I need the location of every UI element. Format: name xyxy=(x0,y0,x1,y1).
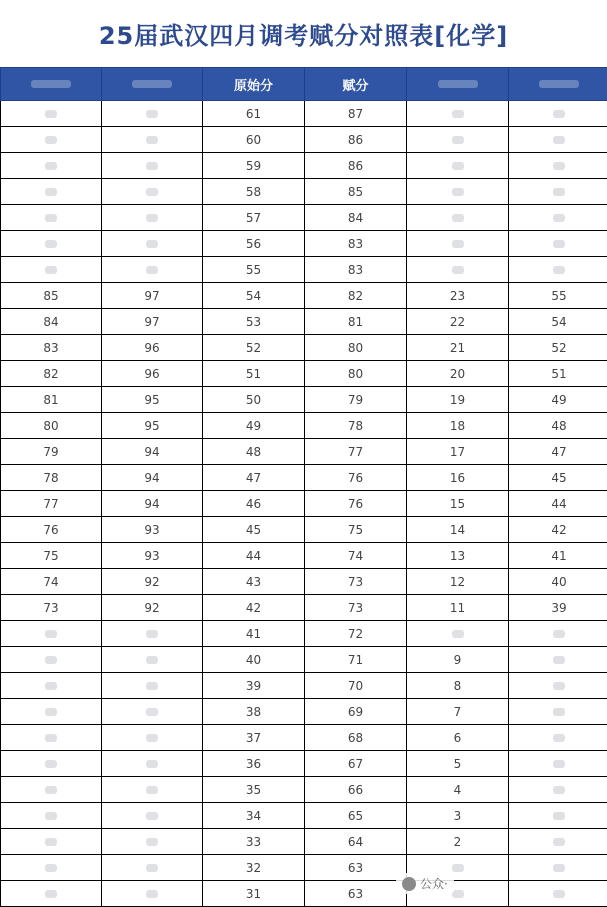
table-cell xyxy=(509,153,607,179)
blurred-value xyxy=(146,136,158,144)
table-cell: 4 xyxy=(407,777,509,803)
table-cell: 52 xyxy=(509,335,607,361)
table-cell xyxy=(102,881,203,907)
table-cell: 16 xyxy=(407,465,509,491)
table-cell: 64 xyxy=(305,829,407,855)
table-row xyxy=(1,855,607,881)
table-cell: 94 xyxy=(102,491,203,517)
table-cell: 66 xyxy=(305,777,407,803)
blurred-value xyxy=(553,110,565,118)
column-header: 赋分 xyxy=(305,68,407,101)
table-cell: 93 xyxy=(102,543,203,569)
blurred-value xyxy=(45,812,57,820)
column-header xyxy=(509,68,607,101)
blurred-value xyxy=(553,630,565,638)
table-cell: 73 xyxy=(305,569,407,595)
blurred-value xyxy=(452,240,464,248)
table-cell xyxy=(1,153,102,179)
table-cell: 17 xyxy=(407,439,509,465)
blurred-value xyxy=(146,838,158,846)
blurred-value xyxy=(45,214,57,222)
blurred-header xyxy=(539,80,579,88)
table-cell xyxy=(1,127,102,153)
blurred-value xyxy=(45,682,57,690)
table-cell: 42 xyxy=(509,517,607,543)
blurred-value xyxy=(146,162,158,170)
table-cell xyxy=(1,699,102,725)
table-cell xyxy=(102,153,203,179)
blurred-value xyxy=(553,188,565,196)
table-row xyxy=(1,569,607,595)
table-cell: 76 xyxy=(1,517,102,543)
blurred-value xyxy=(452,214,464,222)
table-cell: 86 xyxy=(305,127,407,153)
table-cell xyxy=(1,101,102,127)
table-row xyxy=(1,153,607,179)
table-cell: 70 xyxy=(305,673,407,699)
table-cell: 37 xyxy=(203,725,305,751)
blurred-value xyxy=(146,188,158,196)
table-cell: 40 xyxy=(509,569,607,595)
blurred-value xyxy=(146,760,158,768)
table-cell: 92 xyxy=(102,569,203,595)
table-cell: 92 xyxy=(102,595,203,621)
table-row xyxy=(1,725,607,751)
table-cell: 93 xyxy=(102,517,203,543)
table-cell xyxy=(509,673,607,699)
blurred-value xyxy=(553,838,565,846)
table-header-row xyxy=(1,68,607,101)
table-cell: 94 xyxy=(102,465,203,491)
table-cell: 69 xyxy=(305,699,407,725)
table-cell: 13 xyxy=(407,543,509,569)
table-cell: 23 xyxy=(407,283,509,309)
table-cell xyxy=(1,881,102,907)
blurred-value xyxy=(553,890,565,898)
table-cell: 21 xyxy=(407,335,509,361)
blurred-header xyxy=(31,80,71,88)
table-cell: 50 xyxy=(203,387,305,413)
blurred-value xyxy=(553,734,565,742)
blurred-value xyxy=(452,266,464,274)
table-cell: 11 xyxy=(407,595,509,621)
table-row xyxy=(1,361,607,387)
table-cell xyxy=(509,647,607,673)
blurred-value xyxy=(146,240,158,248)
table-cell xyxy=(509,855,607,881)
blurred-value xyxy=(553,214,565,222)
table-cell xyxy=(509,751,607,777)
table-cell xyxy=(509,699,607,725)
table-cell: 81 xyxy=(1,387,102,413)
table-cell: 73 xyxy=(1,595,102,621)
table-cell: 12 xyxy=(407,569,509,595)
table-row xyxy=(1,621,607,647)
table-cell xyxy=(407,231,509,257)
table-cell: 18 xyxy=(407,413,509,439)
table-cell: 86 xyxy=(305,153,407,179)
blurred-value xyxy=(553,708,565,716)
table-cell: 5 xyxy=(407,751,509,777)
table-cell: 71 xyxy=(305,647,407,673)
table-row xyxy=(1,517,607,543)
table-cell: 6 xyxy=(407,725,509,751)
table-cell: 20 xyxy=(407,361,509,387)
table-cell xyxy=(509,205,607,231)
table-row xyxy=(1,283,607,309)
table-row xyxy=(1,413,607,439)
table-cell: 45 xyxy=(509,465,607,491)
table-cell: 7 xyxy=(407,699,509,725)
table-cell: 53 xyxy=(203,309,305,335)
table-cell xyxy=(102,127,203,153)
table-cell: 3 xyxy=(407,803,509,829)
blurred-value xyxy=(45,786,57,794)
table-cell: 75 xyxy=(305,517,407,543)
table-cell: 97 xyxy=(102,283,203,309)
column-header xyxy=(102,68,203,101)
blurred-value xyxy=(45,838,57,846)
table-cell: 47 xyxy=(509,439,607,465)
table-cell: 8 xyxy=(407,673,509,699)
table-cell xyxy=(1,725,102,751)
table-cell: 96 xyxy=(102,361,203,387)
table-cell xyxy=(102,751,203,777)
table-cell: 51 xyxy=(203,361,305,387)
table-cell xyxy=(102,179,203,205)
table-cell: 48 xyxy=(203,439,305,465)
blurred-value xyxy=(452,864,464,872)
table-cell xyxy=(509,777,607,803)
table-cell: 85 xyxy=(305,179,407,205)
table-cell xyxy=(102,621,203,647)
table-cell xyxy=(1,205,102,231)
table-cell: 31 xyxy=(203,881,305,907)
table-cell: 52 xyxy=(203,335,305,361)
table-cell: 56 xyxy=(203,231,305,257)
table-cell: 77 xyxy=(305,439,407,465)
table-row xyxy=(1,231,607,257)
table-cell: 67 xyxy=(305,751,407,777)
table-cell: 47 xyxy=(203,465,305,491)
table-cell xyxy=(102,205,203,231)
table-cell: 39 xyxy=(509,595,607,621)
table-cell: 84 xyxy=(305,205,407,231)
table-cell xyxy=(102,647,203,673)
table-row xyxy=(1,829,607,855)
blurred-value xyxy=(45,760,57,768)
table-cell: 76 xyxy=(305,491,407,517)
blurred-value xyxy=(146,734,158,742)
blurred-value xyxy=(45,188,57,196)
table-cell: 83 xyxy=(305,257,407,283)
table-cell: 34 xyxy=(203,803,305,829)
table-cell: 82 xyxy=(1,361,102,387)
blurred-value xyxy=(146,266,158,274)
table-cell xyxy=(1,647,102,673)
table-row xyxy=(1,101,607,127)
table-cell: 79 xyxy=(1,439,102,465)
blurred-value xyxy=(452,188,464,196)
table-cell: 49 xyxy=(203,413,305,439)
blurred-value xyxy=(45,240,57,248)
column-header xyxy=(1,68,102,101)
table-cell: 72 xyxy=(305,621,407,647)
table-cell xyxy=(509,803,607,829)
column-header xyxy=(407,68,509,101)
table-cell: 83 xyxy=(305,231,407,257)
table-cell: 74 xyxy=(1,569,102,595)
table-cell: 42 xyxy=(203,595,305,621)
blurred-value xyxy=(553,786,565,794)
blurred-value xyxy=(553,136,565,144)
table-row xyxy=(1,803,607,829)
blurred-value xyxy=(45,136,57,144)
table-cell xyxy=(407,257,509,283)
table-cell: 41 xyxy=(509,543,607,569)
column-header: 原始分 xyxy=(203,68,305,101)
table-cell: 87 xyxy=(305,101,407,127)
table-row xyxy=(1,595,607,621)
table-cell xyxy=(509,881,607,907)
table-cell: 54 xyxy=(203,283,305,309)
table-cell xyxy=(1,231,102,257)
table-cell: 41 xyxy=(203,621,305,647)
table-cell: 85 xyxy=(1,283,102,309)
table-cell xyxy=(102,829,203,855)
table-cell xyxy=(102,777,203,803)
table-row xyxy=(1,127,607,153)
table-cell xyxy=(1,257,102,283)
blurred-value xyxy=(452,162,464,170)
table-cell xyxy=(509,257,607,283)
table-row xyxy=(1,751,607,777)
table-cell: 60 xyxy=(203,127,305,153)
blurred-value xyxy=(45,110,57,118)
table-cell xyxy=(1,803,102,829)
blurred-value xyxy=(146,812,158,820)
blurred-value xyxy=(553,656,565,664)
table-cell: 82 xyxy=(305,283,407,309)
table-cell: 84 xyxy=(1,309,102,335)
table-cell: 68 xyxy=(305,725,407,751)
blurred-value xyxy=(146,630,158,638)
blurred-value xyxy=(452,110,464,118)
table-row xyxy=(1,777,607,803)
table-cell: 80 xyxy=(305,361,407,387)
table-cell: 45 xyxy=(203,517,305,543)
table-cell: 55 xyxy=(509,283,607,309)
table-cell xyxy=(1,673,102,699)
table-cell: 80 xyxy=(305,335,407,361)
blurred-value xyxy=(45,864,57,872)
table-cell: 95 xyxy=(102,413,203,439)
table-cell: 35 xyxy=(203,777,305,803)
table-cell: 83 xyxy=(1,335,102,361)
table-cell: 80 xyxy=(1,413,102,439)
table-cell: 36 xyxy=(203,751,305,777)
table-row xyxy=(1,673,607,699)
table-cell: 96 xyxy=(102,335,203,361)
table-cell: 63 xyxy=(305,881,407,907)
table-cell: 61 xyxy=(203,101,305,127)
table-cell: 94 xyxy=(102,439,203,465)
table-cell xyxy=(509,127,607,153)
score-conversion-table xyxy=(0,67,607,907)
watermark xyxy=(396,873,454,894)
blurred-value xyxy=(45,630,57,638)
table-row xyxy=(1,491,607,517)
table-cell xyxy=(102,231,203,257)
blurred-value xyxy=(553,682,565,690)
table-cell xyxy=(407,153,509,179)
table-cell: 32 xyxy=(203,855,305,881)
table-cell: 63 xyxy=(305,855,407,881)
table-cell xyxy=(407,205,509,231)
table-cell: 75 xyxy=(1,543,102,569)
table-cell: 55 xyxy=(203,257,305,283)
table-cell: 76 xyxy=(305,465,407,491)
table-cell: 44 xyxy=(509,491,607,517)
table-cell xyxy=(1,179,102,205)
blurred-value xyxy=(553,812,565,820)
table-cell xyxy=(407,179,509,205)
table-cell: 74 xyxy=(305,543,407,569)
table-row xyxy=(1,179,607,205)
blurred-value xyxy=(45,890,57,898)
table-cell xyxy=(509,101,607,127)
table-cell: 49 xyxy=(509,387,607,413)
table-cell xyxy=(509,231,607,257)
table-cell: 54 xyxy=(509,309,607,335)
blurred-value xyxy=(45,266,57,274)
wechat-icon xyxy=(402,877,416,891)
table-cell: 9 xyxy=(407,647,509,673)
table-cell xyxy=(102,101,203,127)
table-cell: 44 xyxy=(203,543,305,569)
table-row xyxy=(1,387,607,413)
table-cell xyxy=(1,621,102,647)
blurred-value xyxy=(553,240,565,248)
table-row xyxy=(1,543,607,569)
table-cell: 43 xyxy=(203,569,305,595)
table-cell: 77 xyxy=(1,491,102,517)
blurred-value xyxy=(146,864,158,872)
table-cell: 65 xyxy=(305,803,407,829)
table-cell xyxy=(1,777,102,803)
blurred-value xyxy=(45,734,57,742)
blurred-value xyxy=(553,864,565,872)
table-cell: 73 xyxy=(305,595,407,621)
blurred-value xyxy=(146,214,158,222)
table-cell xyxy=(102,855,203,881)
blurred-value xyxy=(146,890,158,898)
table-row xyxy=(1,257,607,283)
blurred-value xyxy=(146,708,158,716)
table-cell: 51 xyxy=(509,361,607,387)
blurred-value xyxy=(45,162,57,170)
table-cell: 78 xyxy=(305,413,407,439)
table-row xyxy=(1,335,607,361)
table-cell xyxy=(1,751,102,777)
table-cell: 59 xyxy=(203,153,305,179)
blurred-value xyxy=(146,786,158,794)
table-cell xyxy=(102,673,203,699)
table-cell: 19 xyxy=(407,387,509,413)
table-cell: 46 xyxy=(203,491,305,517)
table-row xyxy=(1,309,607,335)
watermark-text: 公众· xyxy=(420,877,448,891)
blurred-header xyxy=(132,80,172,88)
table-cell: 33 xyxy=(203,829,305,855)
blurred-header xyxy=(438,80,478,88)
table-body xyxy=(1,101,607,907)
table-cell: 97 xyxy=(102,309,203,335)
table-cell xyxy=(407,127,509,153)
table-cell xyxy=(1,829,102,855)
table-cell: 39 xyxy=(203,673,305,699)
blurred-value xyxy=(553,760,565,768)
blurred-value xyxy=(452,630,464,638)
table-cell: 22 xyxy=(407,309,509,335)
table-cell xyxy=(407,621,509,647)
table-cell xyxy=(509,725,607,751)
table-cell: 57 xyxy=(203,205,305,231)
blurred-value xyxy=(146,682,158,690)
table-row xyxy=(1,881,607,907)
table-cell: 81 xyxy=(305,309,407,335)
table-row xyxy=(1,439,607,465)
table-row xyxy=(1,465,607,491)
table-cell xyxy=(102,699,203,725)
table-cell: 38 xyxy=(203,699,305,725)
table-cell xyxy=(102,725,203,751)
blurred-value xyxy=(146,656,158,664)
table-cell xyxy=(102,803,203,829)
table-cell xyxy=(102,257,203,283)
table-cell xyxy=(1,855,102,881)
table-cell: 78 xyxy=(1,465,102,491)
table-cell xyxy=(509,829,607,855)
table-cell: 48 xyxy=(509,413,607,439)
page-title: 25届武汉四月调考赋分对照表[化学] xyxy=(98,22,509,50)
table-cell: 79 xyxy=(305,387,407,413)
blurred-value xyxy=(45,708,57,716)
table-row xyxy=(1,699,607,725)
table-cell: 2 xyxy=(407,829,509,855)
table-cell xyxy=(509,179,607,205)
blurred-value xyxy=(45,656,57,664)
blurred-value xyxy=(452,136,464,144)
blurred-value xyxy=(553,162,565,170)
table-cell: 14 xyxy=(407,517,509,543)
table-cell xyxy=(407,101,509,127)
blurred-value xyxy=(553,266,565,274)
blurred-value xyxy=(146,110,158,118)
table-cell: 58 xyxy=(203,179,305,205)
table-cell: 40 xyxy=(203,647,305,673)
table-cell: 95 xyxy=(102,387,203,413)
table-cell xyxy=(509,621,607,647)
table-row xyxy=(1,647,607,673)
table-cell: 15 xyxy=(407,491,509,517)
table-row xyxy=(1,205,607,231)
